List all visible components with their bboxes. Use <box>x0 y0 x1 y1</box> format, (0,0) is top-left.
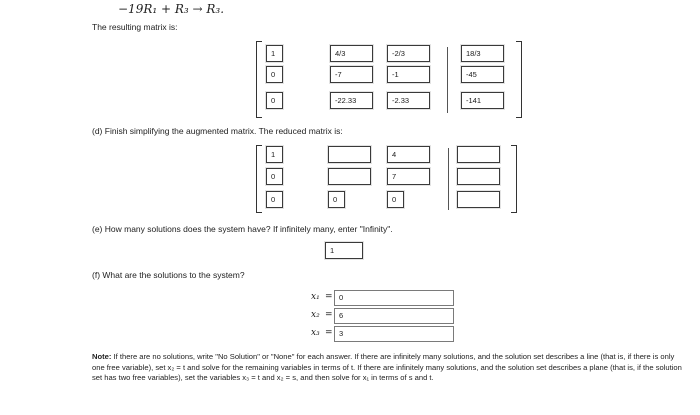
m2-r1c1[interactable]: 1 <box>266 146 283 163</box>
var-x1-label: x₁ <box>311 292 320 302</box>
right-bracket <box>511 145 517 213</box>
m1-r2c4[interactable]: -45 <box>461 66 504 83</box>
augment-bar <box>447 47 448 113</box>
left-bracket <box>256 145 262 213</box>
var-x2-label: x₂ <box>311 310 320 320</box>
left-bracket <box>256 41 262 118</box>
row-operation: −19R₁ + R₃ → R₃. <box>118 2 225 16</box>
equals-sign: = <box>325 310 333 320</box>
resulting-matrix-label: The resulting matrix is: <box>92 22 178 32</box>
augment-bar <box>448 148 449 210</box>
m2-r2c2[interactable] <box>328 168 371 185</box>
solution-count-input[interactable]: 1 <box>325 242 363 259</box>
m2-r3c4[interactable] <box>457 191 500 208</box>
part-d-prompt: (d) Finish simplifying the augmented matrix. The reduced matrix is: <box>92 126 343 136</box>
m2-r3c2[interactable]: 0 <box>328 191 345 208</box>
m1-r2c2[interactable]: -7 <box>330 66 373 83</box>
note-label: Note: <box>92 352 112 361</box>
m1-r3c4[interactable]: -141 <box>461 92 504 109</box>
equals-sign: = <box>325 292 333 302</box>
m1-r1c1[interactable]: 1 <box>266 45 283 62</box>
m1-r3c2[interactable]: -22.33 <box>330 92 373 109</box>
m2-r3c1[interactable]: 0 <box>266 191 283 208</box>
m1-r1c3[interactable]: -2/3 <box>387 45 430 62</box>
m2-r2c3[interactable]: 7 <box>387 168 430 185</box>
note-text: If there are no solutions, write "No Solution" or "None" for each answer. If there are infinitely many solutions, and the solution set describes a line (that is, if there is only one free variable), set x₂ = t and solve for the remaining variables in terms of t. If there are infinitely many solutions, and the solution set describes a plane (that is, if the solution set has two free variables), set the variables x₃ = t and x₂ = s, and then solve for x₁ in terms of s and t. <box>92 352 682 382</box>
m1-r2c3[interactable]: -1 <box>387 66 430 83</box>
m1-r2c1[interactable]: 0 <box>266 66 283 83</box>
m2-r1c3[interactable]: 4 <box>387 146 430 163</box>
right-bracket <box>516 41 522 118</box>
equals-sign: = <box>325 328 333 338</box>
m2-r2c1[interactable]: 0 <box>266 168 283 185</box>
m1-r3c1[interactable]: 0 <box>266 92 283 109</box>
x2-value: 6 <box>339 311 344 320</box>
m2-r1c2[interactable] <box>328 146 371 163</box>
x3-value: 3 <box>339 329 344 338</box>
part-e-prompt: (e) How many solutions does the system have? If infinitely many, enter "Infinity". <box>92 224 393 234</box>
x1-value: 0 <box>339 293 344 302</box>
m2-r3c3[interactable]: 0 <box>387 191 404 208</box>
m2-r2c4[interactable] <box>457 168 500 185</box>
m1-r3c3[interactable]: -2.33 <box>387 92 430 109</box>
x3-input[interactable] <box>334 326 454 342</box>
m2-r1c4[interactable] <box>457 146 500 163</box>
x2-input[interactable] <box>334 308 454 324</box>
note-paragraph <box>92 352 682 384</box>
x1-input[interactable] <box>334 290 454 306</box>
part-f-prompt: (f) What are the solutions to the system? <box>92 270 245 280</box>
m1-r1c2[interactable]: 4/3 <box>330 45 373 62</box>
m1-r1c4[interactable]: 18/3 <box>461 45 504 62</box>
var-x3-label: x₃ <box>311 328 320 338</box>
